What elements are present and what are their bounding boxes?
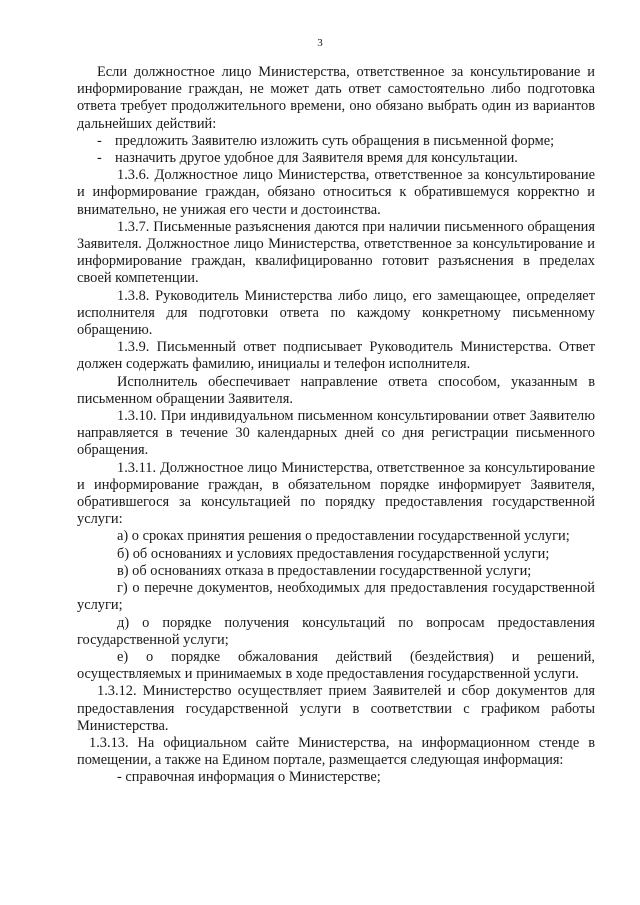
page-number: 3 — [317, 37, 323, 49]
paragraph-1-3-13: 1.3.13. На официальном сайте Министерства, на информационном стенде в помещении, а также на Едином портале, размещается следующая информация: — [77, 734, 595, 769]
paragraph-1-3-9: 1.3.9. Письменный ответ подписывает Руководитель Министерства. Ответ должен содержать фамилию, инициалы и телефон исполнителя. — [77, 339, 595, 373]
dash-item-written-form — [77, 133, 595, 150]
dash-item-text: предложить Заявителю изложить суть обращения в письменной форме; — [115, 132, 555, 149]
paragraph-1-3-12: 1.3.12. Министерство осуществляет прием Заявителей и сбор документов для предоставления государственной услуги в соответствии с графиком работы Министерства. — [77, 683, 595, 734]
paragraph-executor: Исполнитель обеспечивает направление ответа способом, указанным в письменном обращении Заявителя. — [77, 373, 595, 407]
dash-item-text: назначить другое удобное для Заявителя время для консультации. — [115, 150, 518, 167]
document-body — [77, 64, 595, 787]
list-item-b: б) об основаниях и условиях предоставления государственной услуги; — [117, 545, 550, 562]
paragraph-1-3-11: 1.3.11. Должностное лицо Министерства, ответственное за консультирование и информирование граждан, в обязательном порядке информирует Заявителя, обратившегося за консультацией по порядку предоставления государственной услуги: — [77, 459, 595, 528]
dash-item-other-time — [77, 150, 595, 167]
paragraph-reference-info: - справочная информация о Министерстве; — [117, 769, 381, 786]
paragraph-1-3-6: 1.3.6. Должностное лицо Министерства, ответственное за консультирование и информирование граждан, обязано относиться к обратившемуся корректно и внимательно, не унижая его чести и достоинства. — [77, 167, 595, 218]
dash-marker: - — [97, 150, 102, 167]
paragraph-intro: Если должностное лицо Министерства, ответственное за консультирование и информирование граждан, не может дать ответ самостоятельно либо подготовка ответа требует продолжительного времени, оно обязано выбрать один из вариантов дальнейших действий: — [77, 64, 595, 132]
list-item-a: а) о сроках принятия решения о предоставлении государственной услуги; — [117, 528, 570, 545]
list-item-g: г) о перечне документов, необходимых для предоставления государственной услуги; — [77, 580, 595, 614]
list-item-d: д) о порядке получения консультаций по вопросам предоставления государственной услуги; — [77, 614, 595, 648]
paragraph-1-3-8: 1.3.8. Руководитель Министерства либо лицо, его замещающее, определяет исполнителя для подготовки ответа по каждому конкретному письменному обращению. — [77, 287, 595, 339]
paragraph-1-3-7: 1.3.7. Письменные разъяснения даются при наличии письменного обращения Заявителя. Должностное лицо Министерства, ответственное за консультирование и информирование граждан, квалифицированно готовит разъяснения в пределах своей компетенции. — [77, 218, 595, 287]
list-item-e: е) о порядке обжалования действий (бездействия) и решений, осуществляемых и принимаемых в ходе предоставления государственной услуги. — [77, 648, 595, 683]
dash-marker: - — [97, 132, 102, 149]
paragraph-1-3-10: 1.3.10. При индивидуальном письменном консультировании ответ Заявителю направляется в течение 30 календарных дней со дня регистрации письменного обращения. — [77, 408, 595, 459]
list-item-v: в) об основаниях отказа в предоставлении государственной услуги; — [117, 562, 532, 579]
